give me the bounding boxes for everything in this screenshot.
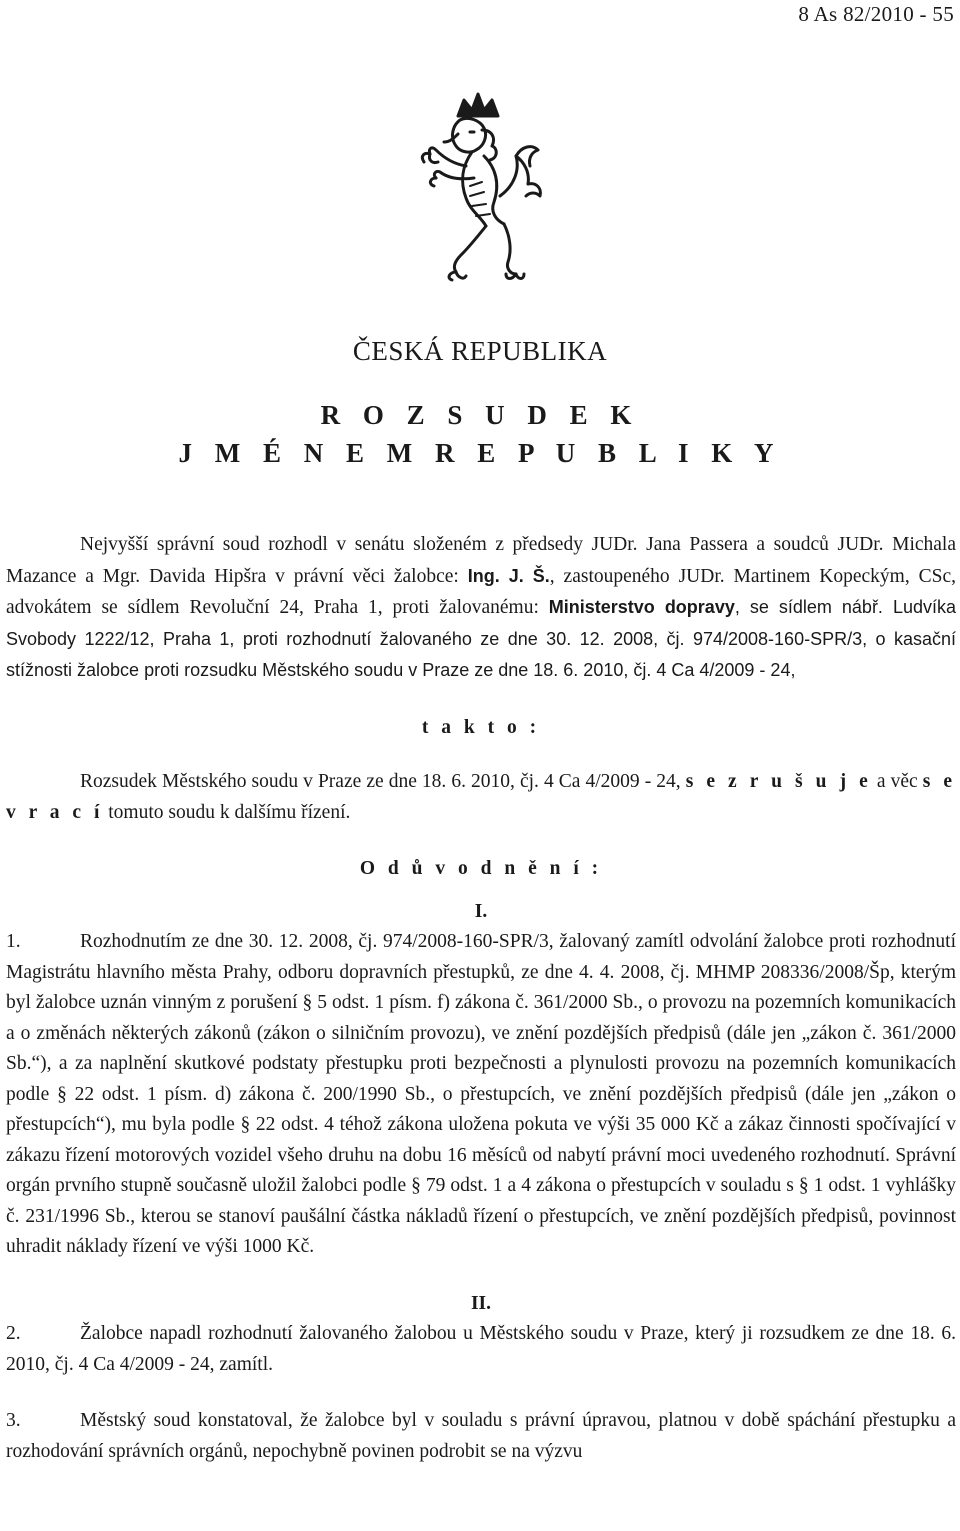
reasoning-heading: O d ů v o d n ě n í : (359, 858, 603, 879)
section-2-paragraph (6, 1319, 956, 1380)
verdict-text-3: tomuto soudu k dalšímu řízení. (103, 801, 351, 823)
verdict-paragraph (6, 767, 956, 828)
section-2-text: Žalobce napadl rozhodnutí žalovaného žalobou u Městského soudu v Praze, který ji rozsudkem ze dne 18. 6. 2010, čj. 4 Ca 4/2009 - 24, zamítl. (6, 1323, 956, 1375)
section-1-heading: I. (474, 900, 488, 922)
intro-text-2: , zastoupeného JUDr. Martinem Kopeckým, CSc, advokátem se sídlem Revoluční 24, Praha 1, proti žalovanému: (6, 565, 956, 618)
section-1-text: Rozhodnutím ze dne 30. 12. 2008, čj. 974/2008-160-SPR/3, žalovaný zamítl odvolání žalobce proti rozhodnutí Magistrátu hlavního města Prahy, odboru dopravních přestupků, ze dne 4. 4. 2008, čj. MHMP 208336/2008/Šp, kterým byl žalobce uznán vinným z porušení § 5 odst. 1 písm. f) zákona č. 361/2000 Sb., o provozu na pozemních komunikacích a o změnách některých zákonů (zákon o silničním provozu), ve znění pozdějších předpisů (dále jen „zákon č. 361/2000 Sb.“), a za naplnění skutkové podstaty přestupku proti bezpečnosti a plynulosti provozu na pozemních komunikacích podle § 22 odst. 1 písm. d) zákona č. 200/1990 Sb., o přestupcích, ve znění pozdějších předpisů (dále jen „zákon o přestupcích“), mu byla podle § 22 odst. 4 téhož zákona uložena pokuta ve výši 35 000 Kč a zákaz činnosti spočívající v zákazu řízení motorových vozidel všeho druhu na dobu 16 měsíců od nabytí právní moci uvedeného rozhodnutí. Správní orgán prvního stupně současně uložil žalobci podle § 79 odst. 1 a 4 zákona o přestupcích v souladu s § 1 odst. 1 vyhlášky č. 231/1996 Sb., kterou se stanoví paušální částka nákladů řízení o přestupcích, ve znění pozdějších předpisů, povinnost uhradit náklady řízení ve výši 1000 Kč. (6, 931, 956, 1257)
section-1-paragraph (6, 927, 956, 1263)
intro-text-1: Nejvyšší správní soud rozhodl v senátu složeném z předsedy JUDr. Jana Passera a soudců JUDr. Michala Mazance a Mgr. Davida Hipšra v právní věci žalobce: (6, 534, 956, 587)
page-number: 8 As 82/2010 - 55 (798, 2, 954, 26)
section-3-paragraph (6, 1406, 956, 1467)
document-subtitle: J M É N E M R E P U B L I K Y (178, 438, 782, 468)
intro-text-3: , se sídlem nábř. Ludvíka Svobody 1222/12, Praha 1, proti rozhodnutí žalovaného ze dne 30. 12. 2008, čj. 974/2008-160-SPR/3, o kasační stížnosti žalobce proti rozsudku Městského soudu v Praze ze dne 18. 6. 2010, čj. 4 Ca 4/2009 - 24, (6, 597, 956, 680)
country-heading: ČESKÁ REPUBLIKA (352, 336, 608, 366)
document-body (6, 530, 956, 1467)
intro-paragraph (6, 530, 956, 687)
verdict-text-1: Rozsudek Městského soudu v Praze ze dne 18. 6. 2010, čj. 4 Ca 4/2009 - 24, (80, 771, 686, 792)
paragraph-number: 1. (6, 931, 21, 952)
paragraph-number: 2. (6, 1323, 21, 1344)
document-title: R O Z S U D E K (320, 400, 640, 430)
plaintiff-name: Ing. J. Š. (467, 565, 550, 586)
verdict-text-2: a věc (871, 771, 923, 792)
paragraph-number: 3. (6, 1410, 21, 1431)
section-2-heading: II. (470, 1292, 492, 1314)
czech-lion-emblem (400, 86, 556, 286)
takto-heading: t a k t o : (421, 716, 541, 738)
section-3-text: Městský soud konstatoval, že žalobce byl v souladu s právní úpravou, platnou v době spáchání přestupku a rozhodování správních orgánů, nepochybně povinen podrobit se na výzvu (6, 1410, 956, 1462)
defendant-name: Ministerstvo dopravy (548, 597, 735, 617)
verdict-return: s e v r a c í (6, 771, 956, 823)
verdict-annul: s e z r u š u j e (685, 771, 872, 792)
